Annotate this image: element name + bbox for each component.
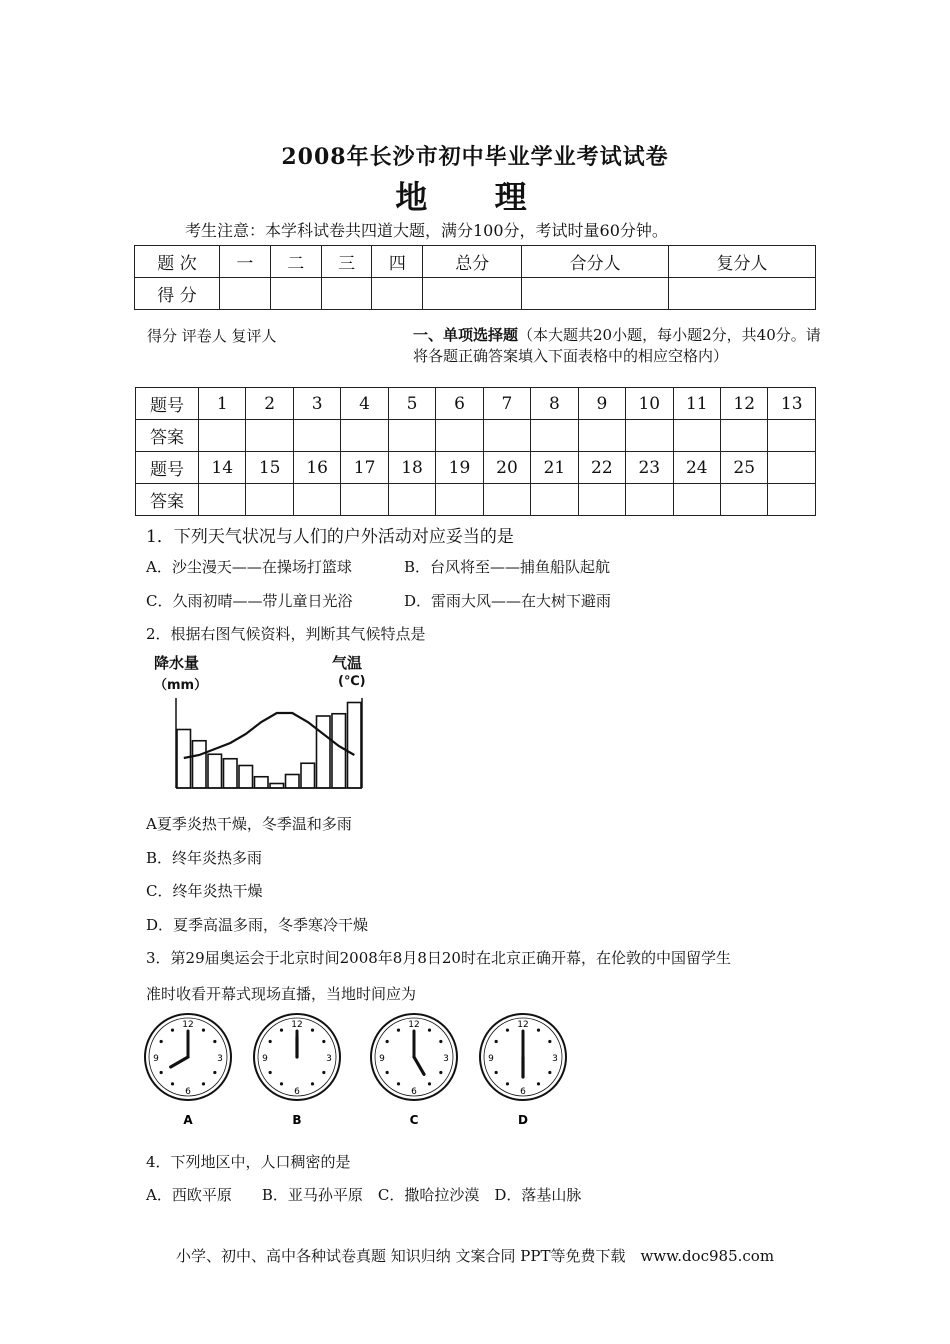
- clock-options: [140, 1010, 580, 1140]
- section-1-heading: [413, 325, 828, 367]
- clock-number: 9: [262, 1054, 268, 1064]
- precip-bar-11: [332, 714, 346, 788]
- precip-bar-4: [224, 759, 238, 788]
- clock-number: 6: [185, 1087, 191, 1097]
- question-number: 1: [199, 388, 246, 420]
- question-4-stem: 4．下列地区中，人口稠密的是: [146, 1153, 351, 1171]
- clock-number: 12: [517, 1020, 529, 1030]
- question-number: [768, 452, 816, 484]
- clock-tick: [160, 1071, 163, 1074]
- clock-label: C: [409, 1113, 419, 1127]
- clock-tick: [428, 1029, 431, 1032]
- answer-cell[interactable]: [388, 484, 435, 516]
- clock-tick: [280, 1082, 283, 1085]
- clock-tick: [386, 1040, 389, 1043]
- question-number: 3: [293, 388, 340, 420]
- answer-cell[interactable]: [483, 420, 530, 452]
- score-cell[interactable]: [270, 278, 321, 310]
- clock-number: 6: [411, 1087, 417, 1097]
- q2-option-a: A夏季炎热干燥，冬季温和多雨: [146, 815, 352, 833]
- score-cell[interactable]: [669, 278, 816, 310]
- q2-option-b: B．终年炎热多雨: [146, 849, 263, 867]
- answer-cell[interactable]: [199, 484, 246, 516]
- clock-tick: [322, 1071, 325, 1074]
- question-number: 14: [199, 452, 246, 484]
- answer-cell[interactable]: [720, 420, 767, 452]
- score-cell[interactable]: [220, 278, 271, 310]
- clock-tick: [213, 1040, 216, 1043]
- clock-number: 3: [552, 1054, 558, 1064]
- score-cell[interactable]: [423, 278, 522, 310]
- question-number: 9: [578, 388, 625, 420]
- question-number: 2: [246, 388, 293, 420]
- answer-row-label: 答案: [136, 484, 199, 516]
- answer-table: [135, 387, 816, 516]
- clock-tick: [269, 1040, 272, 1043]
- answer-fill-row: [136, 484, 816, 516]
- clock-tick: [506, 1029, 509, 1032]
- answer-cell[interactable]: [436, 484, 483, 516]
- score-table-score-row: [135, 278, 816, 310]
- clock-tick: [397, 1029, 400, 1032]
- q1-option-d: D．雷雨大风——在大树下避雨: [404, 592, 612, 610]
- answer-cell[interactable]: [578, 484, 625, 516]
- answer-cell[interactable]: [246, 420, 293, 452]
- clock-tick: [269, 1071, 272, 1074]
- clock-number: 12: [408, 1020, 420, 1030]
- clock-tick: [171, 1082, 174, 1085]
- precip-bar-10: [317, 716, 331, 788]
- clock-tick: [439, 1071, 442, 1074]
- q1-option-a: A．沙尘漫天——在操场打篮球: [146, 558, 352, 576]
- clock-number: 6: [520, 1087, 526, 1097]
- question-number: 16: [293, 452, 340, 484]
- clock-tick: [160, 1040, 163, 1043]
- question-number: 23: [626, 452, 673, 484]
- precip-bar-8: [286, 775, 300, 789]
- answer-cell[interactable]: [483, 484, 530, 516]
- clock-tick: [171, 1029, 174, 1032]
- question-number: 7: [483, 388, 530, 420]
- climate-chart-plot: [146, 650, 396, 805]
- question-number: 21: [531, 452, 578, 484]
- question-number: 6: [436, 388, 483, 420]
- answer-cell[interactable]: [673, 484, 720, 516]
- q1-option-c: C．久雨初晴——带儿童日光浴: [146, 592, 353, 610]
- answer-cell[interactable]: [436, 420, 483, 452]
- clock-label: B: [292, 1113, 302, 1127]
- clock-number: 9: [153, 1054, 159, 1064]
- question-number: 24: [673, 452, 720, 484]
- clock-tick: [311, 1029, 314, 1032]
- clock-A: [145, 1014, 231, 1127]
- score-header-cell: 四: [372, 246, 423, 278]
- answer-cell[interactable]: [341, 420, 388, 452]
- exam-title: 2008年长沙市初中毕业学业考试试卷: [281, 144, 669, 170]
- q1-option-b: B．台风将至——捕鱼船队起航: [404, 558, 611, 576]
- answer-cell[interactable]: [626, 420, 673, 452]
- clock-tick: [311, 1082, 314, 1085]
- question-number: 11: [673, 388, 720, 420]
- question-3-stem-line2: 准时收看开幕式现场直播，当地时间应为: [146, 985, 417, 1003]
- question-3-stem-line1: 3．第29届奥运会于北京时间2008年8月8日20时在北京正确开幕，在伦敦的中国留学生: [146, 949, 731, 967]
- clock-C: [371, 1014, 457, 1127]
- answer-cell[interactable]: [531, 484, 578, 516]
- clock-number: 9: [488, 1054, 494, 1064]
- clock-tick: [397, 1082, 400, 1085]
- score-header-cell: 题 次: [135, 246, 220, 278]
- section-1-title: 一、单项选择题: [413, 326, 519, 344]
- clock-number: 6: [294, 1087, 300, 1097]
- question-number: 22: [578, 452, 625, 484]
- answer-row-label: 答案: [136, 420, 199, 452]
- clock-tick: [506, 1082, 509, 1085]
- score-cell[interactable]: [372, 278, 423, 310]
- score-cell[interactable]: [522, 278, 669, 310]
- clock-tick: [428, 1082, 431, 1085]
- question-number: 8: [531, 388, 578, 420]
- clock-tick: [537, 1082, 540, 1085]
- clock-label: D: [518, 1113, 528, 1127]
- precip-bar-9: [301, 763, 315, 788]
- answer-cell[interactable]: [293, 420, 340, 452]
- answer-cell[interactable]: [768, 420, 816, 452]
- clock-label: A: [183, 1113, 193, 1127]
- clock-number: 12: [291, 1020, 303, 1030]
- question-number: 17: [341, 452, 388, 484]
- clock-tick: [386, 1071, 389, 1074]
- question-number: 12: [720, 388, 767, 420]
- precip-bar-2: [193, 741, 207, 788]
- clock-tick: [322, 1040, 325, 1043]
- clock-number: 9: [379, 1054, 385, 1064]
- question-number: 20: [483, 452, 530, 484]
- answer-number-row: [136, 452, 816, 484]
- clock-tick: [548, 1071, 551, 1074]
- precip-bar-12: [348, 703, 362, 789]
- reviewer-line: 得分 评卷人 复评人: [147, 327, 277, 345]
- clock-tick: [537, 1029, 540, 1032]
- clock-tick: [548, 1040, 551, 1043]
- clock-tick: [495, 1071, 498, 1074]
- clock-figures: [140, 1010, 580, 1140]
- precip-bar-6: [255, 777, 269, 788]
- answer-cell[interactable]: [199, 420, 246, 452]
- answer-cell[interactable]: [246, 484, 293, 516]
- clock-tick: [213, 1071, 216, 1074]
- question-2-stem: 2．根据右图气候资料，判断其气候特点是: [146, 625, 426, 643]
- question-number: 19: [436, 452, 483, 484]
- clock-number: 3: [326, 1054, 332, 1064]
- answer-row-label: 题号: [136, 388, 199, 420]
- chart-right-axis-unit: (℃): [338, 674, 366, 689]
- climate-chart: [146, 650, 396, 805]
- answer-cell[interactable]: [626, 484, 673, 516]
- clock-tick: [280, 1029, 283, 1032]
- answer-cell[interactable]: [673, 420, 720, 452]
- clock-number: 12: [182, 1020, 194, 1030]
- clock-D: [480, 1014, 566, 1127]
- answer-number-row: [136, 388, 816, 420]
- answer-cell[interactable]: [720, 484, 767, 516]
- clock-tick: [495, 1040, 498, 1043]
- exam-notice: 考生注意：本学科试卷共四道大题，满分100分，考试时量60分钟。: [185, 221, 668, 240]
- score-cell[interactable]: [321, 278, 372, 310]
- answer-fill-row: [136, 420, 816, 452]
- question-number: 5: [388, 388, 435, 420]
- page-footer: 小学、初中、高中各种试卷真题 知识归纳 文案合同 PPT等免费下载 www.doc985.com: [175, 1247, 775, 1265]
- score-header-cell: 复分人: [669, 246, 816, 278]
- answer-cell[interactable]: [531, 420, 578, 452]
- answer-cell[interactable]: [578, 420, 625, 452]
- question-number: 10: [626, 388, 673, 420]
- score-row-label: 得 分: [135, 278, 220, 310]
- section-1-note: （本大题共20小题，每小题2分，共40分。请将各题正确答案填入下面表格中的相应空格内）: [413, 326, 821, 365]
- score-header-cell: 三: [321, 246, 372, 278]
- clock-number: 3: [217, 1054, 223, 1064]
- answer-cell[interactable]: [341, 484, 388, 516]
- question-1-stem: 1．下列天气状况与人们的户外活动对应妥当的是: [146, 527, 514, 547]
- q2-option-c: C．终年炎热干燥: [146, 882, 263, 900]
- score-header-cell: 二: [270, 246, 321, 278]
- question-number: 15: [246, 452, 293, 484]
- answer-cell[interactable]: [293, 484, 340, 516]
- precip-bar-5: [239, 766, 253, 789]
- answer-row-label: 题号: [136, 452, 199, 484]
- question-number: 18: [388, 452, 435, 484]
- question-number: 13: [768, 388, 816, 420]
- q2-option-d: D．夏季高温多雨，冬季寒冷干燥: [146, 916, 369, 934]
- clock-tick: [202, 1029, 205, 1032]
- clock-tick: [439, 1040, 442, 1043]
- score-header-cell: 合分人: [522, 246, 669, 278]
- chart-right-axis-label: 气温: [332, 654, 363, 672]
- chart-left-axis-label: 降水量: [154, 654, 200, 672]
- score-table-header-row: [135, 246, 816, 278]
- precip-bar-1: [177, 730, 191, 789]
- score-header-cell: 总分: [423, 246, 522, 278]
- clock-number: 3: [443, 1054, 449, 1064]
- subject-title: 地 理: [395, 178, 555, 216]
- clock-tick: [202, 1082, 205, 1085]
- q4-options: A．西欧平原 B．亚马孙平原 C．撒哈拉沙漠 D．落基山脉: [146, 1186, 582, 1204]
- question-number: 25: [720, 452, 767, 484]
- clock-B: [254, 1014, 340, 1127]
- score-header-cell: 一: [220, 246, 271, 278]
- answer-cell[interactable]: [768, 484, 816, 516]
- chart-left-axis-unit: （mm）: [154, 678, 208, 693]
- answer-cell[interactable]: [388, 420, 435, 452]
- score-table: [134, 245, 816, 310]
- question-number: 4: [341, 388, 388, 420]
- precip-bar-3: [208, 754, 222, 788]
